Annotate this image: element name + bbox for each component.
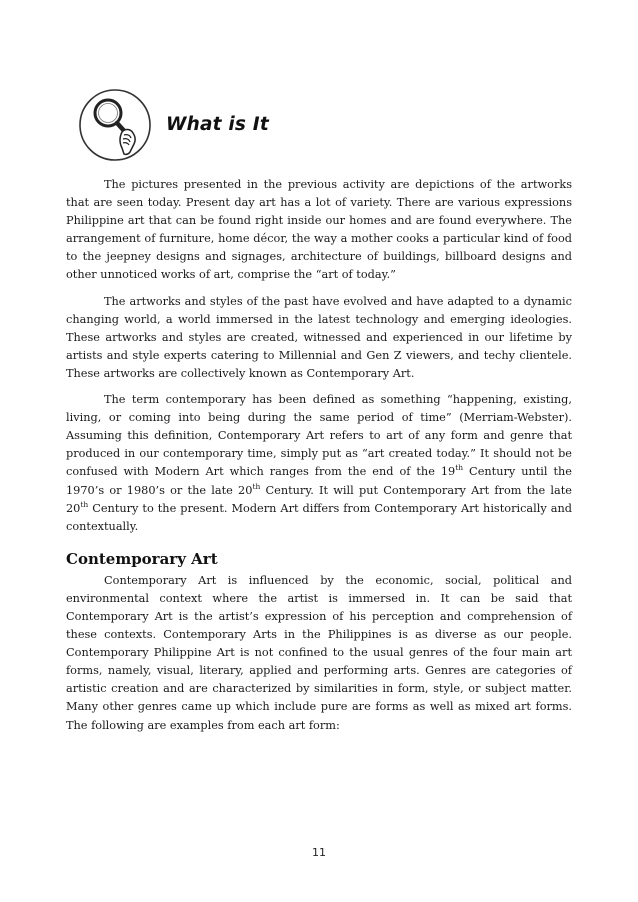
paragraph-intro-1: The pictures presented in the previous activity are depictions of the artworks that are seen today. Present day art has a lot of variety. There are various expressions Philippine art that can be found right inside our homes and are found everywhere. The arrangement of furniture, home décor, the way a mother cooks a particular kind of food to the jeepney designs and signages, architecture of buildings, billboard designs and other unnoticed works of art, comprise the “art of today.”	[66, 178, 572, 282]
definition-text-part-1: The term contemporary has been defined as something “happening, existing, living, or coming into being during the same period of time” (Merriam-Webster). Assuming this definition, Contemporary Art refers to art of any form and genre that produced in our contemporary time, simply put as “art created today.” It should not be confused with Modern Art which ranges from the end of the 19	[66, 393, 572, 479]
paragraph-definition	[66, 391, 572, 536]
superscript-th: th	[80, 499, 89, 509]
definition-text-part-3: Century. It will put Contemporary Art from the late 20	[66, 483, 572, 515]
page-number: 11	[312, 846, 326, 859]
section-title: What is It	[166, 114, 269, 135]
superscript-th: th	[455, 463, 464, 473]
definition-text-part-2: Century until the 1970’s or 1980’s or the late 20	[66, 465, 572, 497]
body-content	[66, 176, 572, 743]
magnifying-glass-hand-icon	[78, 88, 152, 162]
paragraph-contemporary-art: Contemporary Art is influenced by the economic, social, political and environmental context where the artist is immersed in. It can be said that Contemporary Art is the artist’s expression of his perception and comprehension of these contexts. Contemporary Arts in the Philippines is as diverse as our people. Contemporary Philippine Art is not confined to the usual genres of the four main art forms, namely, visual, literary, applied and performing arts. Genres are categories of artistic creation and are characterized by similarities in form, style, or subject matter. Many other genres came up which include pure are forms as well as mixed art forms. The following are examples from each art form:	[66, 573, 572, 732]
contemporary-art-heading: Contemporary Art	[66, 549, 218, 568]
paragraph-intro-2: The artworks and styles of the past have evolved and have adapted to a dynamic changing world, a world immersed in the latest technology and emerging ideologies. These artworks and styles are created, witnessed and experienced in our lifetime by artists and style experts catering to Millennial and Gen Z viewers, and techy clientele. These artworks are collectively known as Contemporary Art.	[66, 294, 572, 380]
definition-text-part-4: Century to the present. Modern Art differs from Contemporary Art historically and contextually.	[66, 501, 572, 533]
superscript-th: th	[252, 481, 261, 491]
